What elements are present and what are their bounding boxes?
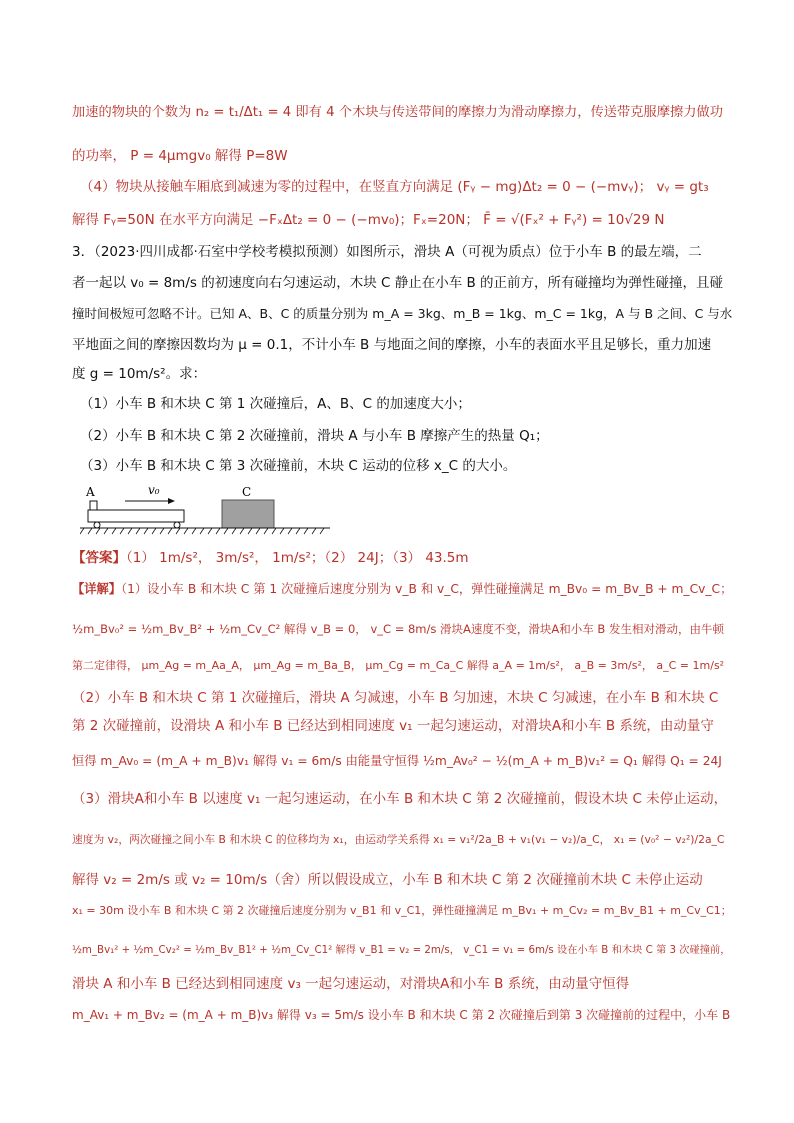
velocity-arrowhead	[168, 498, 175, 504]
answer-text: （1） 1m/s²， 3m/s²， 1m/s²；（2） 24J；（3） 43.5m	[126, 550, 469, 566]
detail-line-12: 滑块 A 和小车 B 已经达到相同速度 v₃ 一起匀速运动，对滑块A和小车 B 系统，由动量守恒得	[72, 976, 630, 992]
detail-line-1	[72, 579, 732, 599]
detail-line-13: m_Av₁ + m_Bv₂ = (m_A + m_B)v₃ 解得 v₃ = 5m/s 设小车 B 和木块 C 第 2 次碰撞后到第 3 次碰撞前的过程中，小车 B	[72, 1008, 731, 1022]
physics-figure	[80, 484, 340, 548]
detail-line-2: ½m_Bv₀² = ½m_Bv_B² + ½m_Cv_C² 解得 v_B = 0， v_C = 8m/s 滑块A速度不变，滑块A和小车 B 发生相对滑动，由牛顿	[72, 622, 724, 636]
block-a	[90, 501, 97, 510]
detail-line-7: （3）滑块A和小车 B 以速度 v₁ 一起匀速运动，在小车 B 和木块 C 第 2 次碰撞前，假设木块 C 未停止运动，	[72, 791, 728, 807]
question-1: （1）小车 B 和木块 C 第 1 次碰撞后，A、B、C 的加速度大小；	[80, 396, 471, 412]
text-line-3: （4）物块从接触车厢底到减速为零的过程中，在竖直方向满足 (Fᵧ − mg)Δt₂ = 0 − (−mvᵧ)； vᵧ = gt₃	[80, 179, 709, 195]
detail-line-5: 第 2 次碰撞前，设滑块 A 和小车 B 已经达到相同速度 v₁ 一起匀速运动，对滑块A和小车 B 系统，由动量守	[72, 718, 714, 734]
problem-3-line-4: 平地面之间的摩擦因数均为 μ = 0.1，不计小车 B 与地面之间的摩擦，小车的表面水平且足够长，重力加速	[72, 337, 712, 353]
problem-3-line-3: 撞时间极短可忽略不计。已知 A、B、C 的质量分别为 m_A = 3kg、m_B = 1kg、m_C = 1kg，A 与 B 之间、C 与水	[72, 306, 733, 321]
answer-line	[72, 548, 732, 568]
detail-line-4: （2）小车 B 和木块 C 第 1 次碰撞后，滑块 A 匀减速，小车 B 匀加速，木块 C 匀减速，在小车 B 和木块 C	[72, 690, 719, 706]
detail-tag: 【详解】	[72, 582, 121, 596]
question-2: （2）小车 B 和木块 C 第 2 次碰撞前，滑块 A 与小车 B 摩擦产生的热量 Q₁；	[80, 428, 549, 444]
cart-wheel-left	[94, 522, 100, 528]
block-c	[222, 500, 274, 528]
question-3: （3）小车 B 和木块 C 第 3 次碰撞前，木块 C 运动的位移 x_C 的大小。	[80, 458, 517, 474]
detail-line-8: 速度为 v₂，两次碰撞之间小车 B 和木块 C 的位移均为 x₁，由运动学关系得 x₁ = v₁²/2a_B + v₁(v₁ − v₂)/a_C， x₁ = (v₀² − v₂²)/2a_C	[72, 833, 725, 846]
problem-3-line-5: 度 g = 10m/s²。求：	[72, 366, 207, 382]
problem-3-line-1: 3．（2023·四川成都·石室中学校考模拟预测）如图所示，滑块 A（可视为质点）位于小车 B 的最左端，二	[72, 244, 702, 260]
detail-line-6: 恒得 m_Av₀ = (m_A + m_B)v₁ 解得 v₁ = 6m/s 由能量守恒得 ½m_Av₀² − ½(m_A + m_B)v₁² = Q₁ 解得 Q₁ = 24J	[72, 754, 722, 768]
detail-line-10: x₁ = 30m 设小车 B 和木块 C 第 2 次碰撞后速度分别为 v_B1 和 v_C1，弹性碰撞满足 m_Bv₁ + m_Cv₂ = m_Bv_B1 + m_Cv_C1；	[72, 904, 732, 917]
detail-line-3: 第二定律得， μm_Ag = m_Aa_A， μm_Ag = m_Ba_B， μm_Cg = m_Ca_C 解得 a_A = 1m/s²， a_B = 3m/s²， a_C = 1m/s²	[72, 659, 725, 672]
detail-line-11: ½m_Bv₁² + ½m_Cv₂² = ½m_Bv_B1² + ½m_Cv_C1² 解得 v_B1 = v₂ = 2m/s， v_C1 = v₁ = 6m/s 设在小车 B 和木块 C 第 3 次碰撞前，	[72, 944, 731, 956]
ground-hatching	[80, 528, 324, 534]
cart-wheel-right	[174, 522, 180, 528]
figure-label-a: A	[86, 485, 95, 499]
text-line-2: 的功率， P = 4μmgv₀ 解得 P=8W	[72, 148, 288, 164]
text-line-1: 加速的物块的个数为 n₂ = t₁/Δt₁ = 4 即有 4 个木块与传送带间的摩擦力为滑动摩擦力，传送带克服摩擦力做功	[72, 105, 724, 120]
figure-label-c: C	[242, 485, 252, 499]
figure-label-v0: v₀	[148, 484, 160, 497]
text-line-4: 解得 Fᵧ=50N 在水平方向满足 −FₓΔt₂ = 0 − (−mv₀)；Fₓ=20N； F̄ = √(Fₓ² + Fᵧ²) = 10√29 N	[72, 212, 665, 228]
problem-3-line-2: 者一起以 v₀ = 8m/s 的初速度向右匀速运动，木块 C 静止在小车 B 的正前方，所有碰撞均为弹性碰撞，且碰	[72, 275, 724, 291]
answer-tag: 【答案】	[72, 550, 126, 566]
detail-line-9: 解得 v₂ = 2m/s 或 v₂ = 10m/s（舍）所以假设成立，小车 B 和木块 C 第 2 次碰撞前木块 C 未停止运动	[72, 872, 703, 888]
cart-b	[88, 510, 184, 522]
detail-text-1: （1）设小车 B 和木块 C 第 1 次碰撞后速度分别为 v_B 和 v_C，弹性碰撞满足 m_Bv₀ = m_Bv_B + m_Cv_C；	[121, 582, 733, 596]
